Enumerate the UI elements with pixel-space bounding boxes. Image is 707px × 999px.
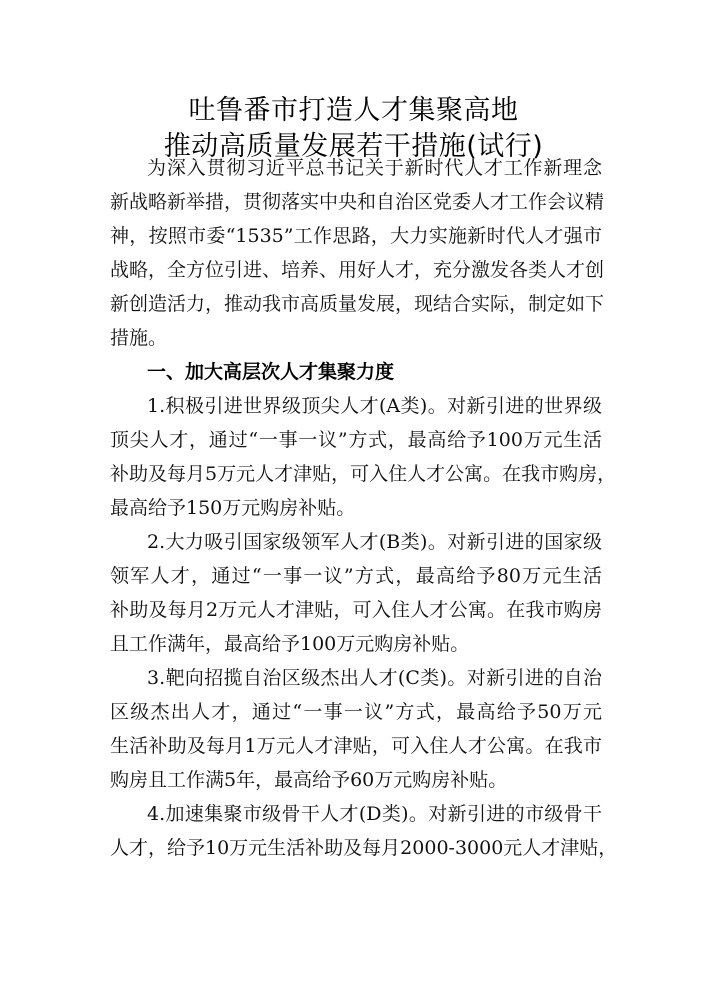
item-1-line: 最高给予150万元购房补贴。 xyxy=(110,497,356,519)
item-1-line: 1.积极引进世界级顶尖人才(A类)。对新引进的世界级 xyxy=(147,395,602,417)
intro-line: 战略，全方位引进、培养、用好人才，充分激发各类人才创 xyxy=(110,259,605,281)
intro-line: 为深入贯彻习近平总书记关于新时代人才工作新理念 xyxy=(147,157,602,179)
item-2-line: 补助及每月2万元人才津贴，可入住人才公寓。在我市购房 xyxy=(110,599,602,621)
item-3-line: 3.靶向招揽自治区级杰出人才(C类)。对新引进的自治 xyxy=(147,667,602,689)
item-3-line: 区级杰出人才，通过“一事一议”方式，最高给予50万元 xyxy=(110,701,602,723)
intro-line: 神，按照市委“1535”工作思路，大力实施新时代人才强市 xyxy=(110,225,602,247)
document-title-line-1: 吐鲁番市打造人才集聚高地 xyxy=(188,95,519,126)
item-4-line: 4.加速集聚市级骨干人才(D类)。对新引进的市级骨干 xyxy=(147,803,602,825)
item-2-line: 且工作满年，最高给予100万元购房补贴。 xyxy=(110,633,470,655)
item-3-line: 购房且工作满5年，最高给予60万元购房补贴。 xyxy=(110,769,508,791)
intro-line: 新战略新举措，贯彻落实中央和自治区党委人才工作会议精 xyxy=(110,191,605,213)
item-1-line: 补助及每月5万元人才津贴，可入住人才公寓。在我市购房， xyxy=(110,463,617,485)
item-3-line: 生活补助及每月1万元人才津贴，可入住人才公寓。在我市 xyxy=(110,735,602,757)
section-heading: 一、加大高层次人才集聚力度 xyxy=(147,361,395,383)
intro-line: 新创造活力，推动我市高质量发展，现结合实际，制定如下 xyxy=(110,293,605,315)
item-1-line: 顶尖人才，通过“一事一议”方式，最高给予100万元生活 xyxy=(110,429,602,451)
item-2-line: 领军人才，通过“一事一议”方式，最高给予80万元生活 xyxy=(110,565,602,587)
item-4-line: 人才，给予10万元生活补助及每月2000-3000元人才津贴， xyxy=(110,837,618,859)
document-title-line-2: 推动高质量发展若干措施(试行) xyxy=(163,131,544,162)
intro-line: 措施。 xyxy=(110,327,168,349)
item-2-line: 2.大力吸引国家级领军人才(B类)。对新引进的国家级 xyxy=(147,531,602,553)
